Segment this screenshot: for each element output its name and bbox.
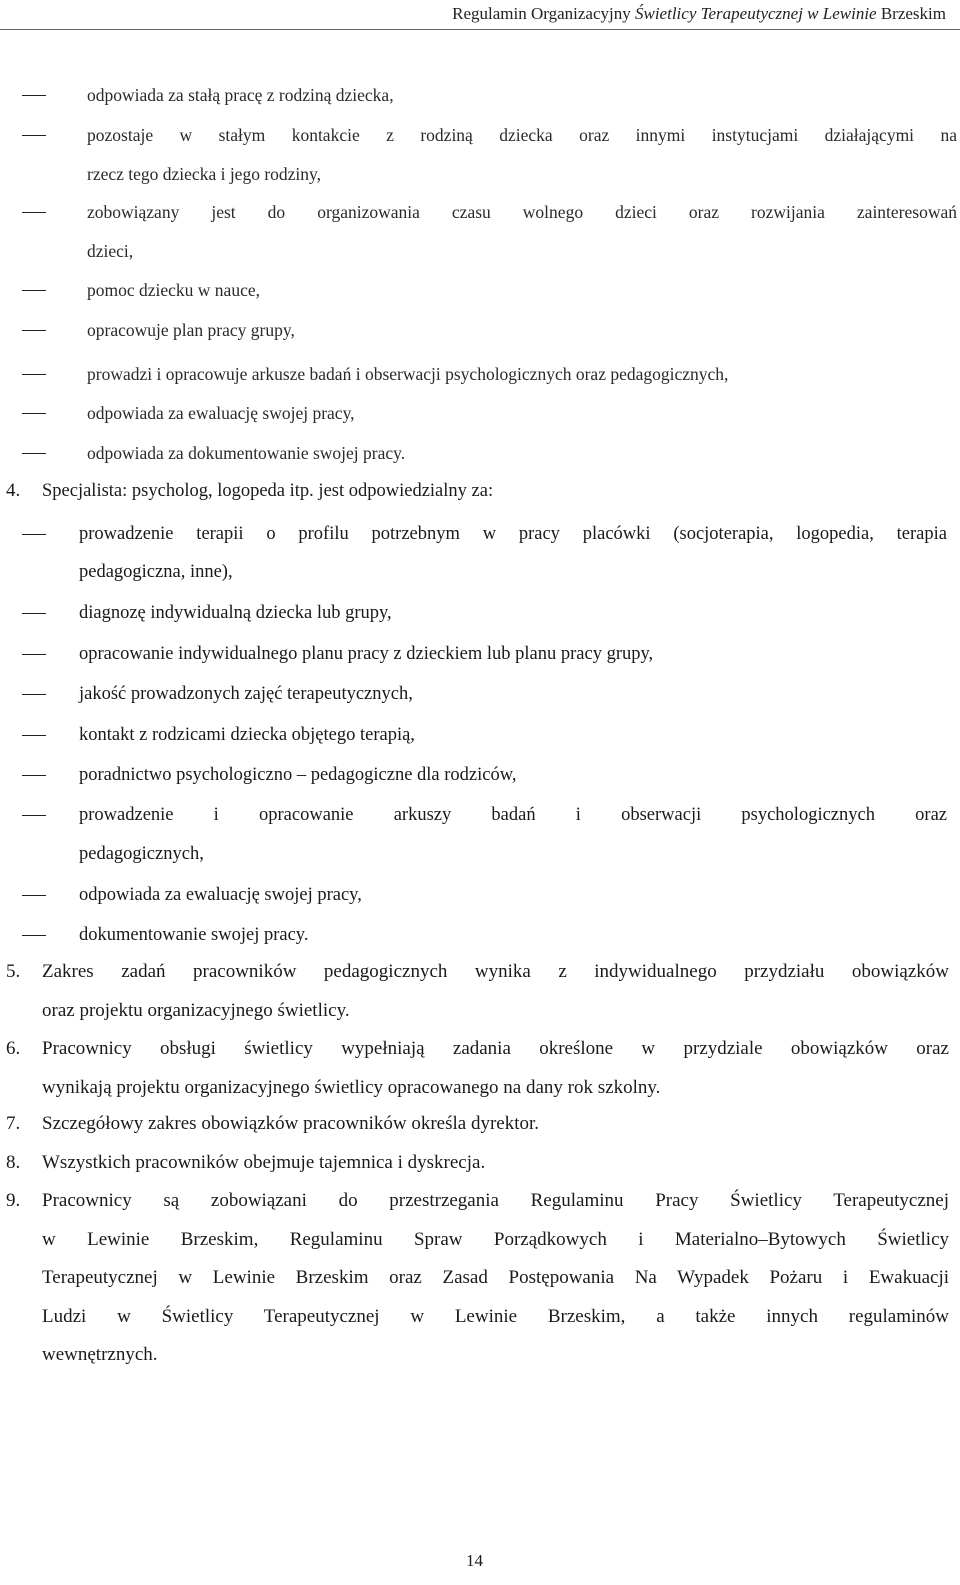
item-number-5: 5. <box>6 961 21 982</box>
item-number-7: 7. <box>6 1113 21 1134</box>
item-text-5: Zakres zadań pracowników pedagogicznych wynika z indywidualnego przydziału obowiązków oraz projektu organizacyjnego świetlicy. <box>42 961 949 1021</box>
dash-bullet <box>22 775 46 776</box>
dash-bullet <box>22 95 46 96</box>
dash-bullet <box>22 935 46 936</box>
dash-bullet <box>22 895 46 896</box>
item-text-7: Szczegółowy zakres obowiązków pracowników określa dyrektor. <box>42 1113 540 1134</box>
item-number-9: 9. <box>6 1190 21 1211</box>
dash-bullet <box>22 534 46 535</box>
dash-bullet <box>22 212 46 213</box>
dash-bullet <box>22 735 46 736</box>
dash-bullet <box>22 330 46 331</box>
dash-bullet <box>22 694 46 695</box>
page-number: 14 <box>466 1551 483 1570</box>
item-text-4: Specjalista: psycholog, logopeda itp. jest odpowiedzialny za: <box>42 481 494 501</box>
dash-bullet <box>22 613 46 614</box>
dash-bullet <box>22 815 46 816</box>
dash-bullet <box>22 453 46 454</box>
item-text-8: Wszystkich pracowników obejmuje tajemnica i dyskrecja. <box>42 1152 486 1173</box>
dash-bullet <box>22 374 46 375</box>
item-number-8: 8. <box>6 1152 21 1173</box>
dash-bullet <box>22 413 46 414</box>
dash-bullet <box>22 654 46 655</box>
dash-bullet <box>22 290 46 291</box>
item-number-6: 6. <box>6 1038 21 1059</box>
header-rule <box>0 29 960 30</box>
item-number-4: 4. <box>6 480 21 501</box>
dash-bullet <box>22 135 46 136</box>
header-title-part3: Brzeskim <box>876 4 946 23</box>
header-title-part1: Regulamin Organizacyjny <box>452 4 635 23</box>
header-title-part2: Świetlicy Terapeutycznej w Lewinie <box>635 4 877 23</box>
item-text-6: Pracownicy obsługi świetlicy wypełniają zadania określone w przydziale obowiązków oraz wynikają projektu organizacyjnego świetlicy opracowanego na dany rok szkolny. <box>42 1038 949 1098</box>
item-text-9: Pracownicy są zobowiązani do przestrzegania Regulaminu Pracy Świetlicy Terapeutycznej w Lewinie Brzeskim, Regulaminu Spraw Porządkowych i Materialno–Bytowych Świetlicy Terapeutycznej w Lewinie Brzeskim oraz Zasad Postępowania Na Wypadek Pożaru i Ewakuacji Ludzi w Świetlicy Terapeutycznej w Lewinie Brzeskim, a także innych regulaminów wewnętrznych. <box>42 1190 949 1365</box>
running-header <box>452 4 946 24</box>
